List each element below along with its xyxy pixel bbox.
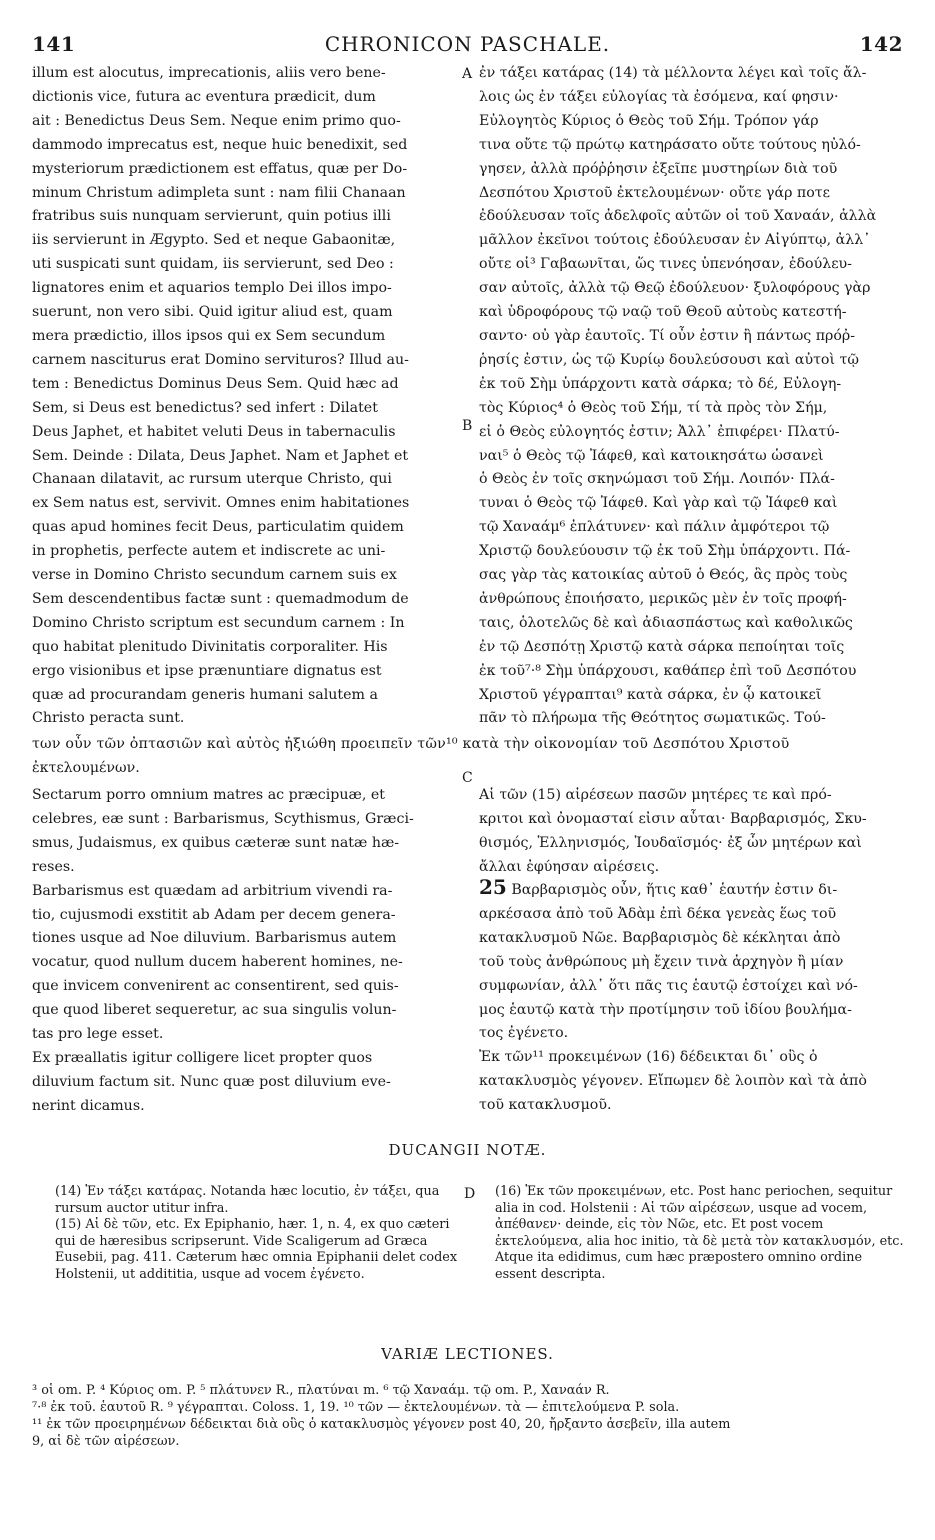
greek-line: κριτοι καὶ ὀνομασταί εἰσιν αὗται· Βαρβαρισμός, Σκυ- xyxy=(479,810,867,827)
greek-line: μᾶλλον ἐκεῖνοι τούτοις ἐδούλευσαν ἐν Αἰγύπτῳ, ἀλλ᾽ xyxy=(479,232,871,249)
greek-line: Ἐκ τῶν¹¹ προκειμένων (16) δέδεικται δι᾽ οὓς ὁ xyxy=(479,1049,818,1066)
latin-line: dictionis vice, futura ac eventura prædicit, dum xyxy=(32,88,376,105)
latin-line: tiones usque ad Noe diluvium. Barbarismus autem xyxy=(32,930,397,947)
greek-paragraph-25 xyxy=(479,876,905,1118)
latin-line: nerint dicamus. xyxy=(32,1097,145,1114)
latin-line: ergo visionibus et ipse prænuntiare dignatus est xyxy=(32,662,382,679)
greek-line: ἐκ τοῦ Σὴμ ὑπάρχοντι κατὰ σάρκα; τὸ δέ, Εὐλογη- xyxy=(479,375,842,392)
greek-line: οὔτε οἱ³ Γαβαωνῖται, ὥς τινες ὑπενόησαν, ἐδούλευ- xyxy=(479,256,852,273)
notes-right xyxy=(495,1184,905,1283)
latin-line: celebres, eæ sunt : Barbarismus, Scythismus, Græci- xyxy=(32,810,414,827)
greek-line: ἄλλαι ἐφύησαν αἱρέσεις. xyxy=(479,858,660,875)
greek-line: κατακλυσμὸς γέγονεν. Εἴπωμεν δὲ λοιπὸν καὶ τὰ ἀπὸ xyxy=(479,1073,867,1090)
latin-line: Deus Japhet, et habitet veluti Deus in tabernaculis xyxy=(32,423,396,440)
greek-line: τυναι ὁ Θεὸς τῷ Ἰάφεθ. Καὶ γὰρ καὶ τῷ Ἰάφεθ καὶ xyxy=(479,495,838,512)
latin-line: quas apud homines fecit Deus, particulatim quidem xyxy=(32,519,404,536)
latin-line: Sem. Deinde : Dilata, Deus Japhet. Nam et Japhet et xyxy=(32,447,409,464)
latin-line: mera prædictio, illos ipsos qui ex Sem secundum xyxy=(32,327,386,344)
greek-25-first-line: Βαρβαρισμὸς οὖν, ἥτις καθ᾽ ἑαυτήν ἐστιν δι- xyxy=(511,882,838,898)
greek-line: ἐκ τοῦ⁷·⁸ Σὴμ ὑπάρχουσι, καθάπερ ἐπὶ τοῦ Δεσπότου xyxy=(479,662,857,679)
greek-line: τῷ Χαναάμ⁶ ἐπλάτυνεν· καὶ πάλιν ἀμφότεροι τῷ xyxy=(479,519,830,536)
greek-line: ναι⁵ ὁ Θεὸς τῷ Ἰάφεθ, καὶ κατοικησάτω ὡσανεὶ xyxy=(479,447,824,464)
latin-line: in prophetis, perfecte autem et indiscrete ac uni- xyxy=(32,543,386,560)
greek-line: Χριστῷ δουλεύουσιν τῷ ἐκ τοῦ Σὴμ ὑπάρχοντι. Πά- xyxy=(479,543,851,560)
full-width-line-end: ἐκτελουμένων. xyxy=(32,760,140,776)
greek-line: ῥησίς ἐστιν, ὡς τῷ Κυρίῳ δουλεύσουσι καὶ αὐτοὶ τῷ xyxy=(479,351,859,368)
latin-line: Chanaan dilatavit, ac rursum uterque Christo, qui xyxy=(32,471,392,488)
greek-line: συμφωνίαν, ἀλλ᾽ ὅτι πᾶς τις ἑαυτῷ ἐστοίχει καὶ νό- xyxy=(479,977,858,994)
latin-line: Sem descendentibus factæ sunt : quemadmodum de xyxy=(32,590,409,607)
latin-line: Barbarismus est quædam ad arbitrium vivendi ra- xyxy=(32,882,393,899)
latin-line: que quod liberet sequeretur, ac sua singulis volun- xyxy=(32,1002,397,1019)
greek-line: ἐν τάξει κατάρας (14) τὰ μέλλοντα λέγει καὶ τοῖς ἄλ- xyxy=(479,65,867,81)
greek-line: Αἱ τῶν (15) αἱρέσεων πασῶν μητέρες τε καὶ πρό- xyxy=(479,787,832,803)
latin-line: Domino Christo scriptum est secundum carnem : In xyxy=(32,614,405,631)
marker-b: B xyxy=(462,418,473,434)
greek-line: λοις ὡς ἐν τάξει εὐλογίας τὰ ἐσόμενα, καί φησιν· xyxy=(479,88,839,105)
latin-line: reses. xyxy=(32,858,75,875)
latin-line: fratribus suis nunquam servierunt, quin potius illi xyxy=(32,208,391,225)
latin-line: carnem nasciturus erat Domino servituros? Illud au- xyxy=(32,351,409,368)
latin-line: uti suspicati sunt quidam, iis servierunt, sed Deo : xyxy=(32,256,394,273)
latin-line: verse in Domino Christo secundum carnem suis ex xyxy=(32,567,397,584)
greek-line: Εὐλογητὸς Κύριος ὁ Θεὸς τοῦ Σήμ. Τρόπον γάρ xyxy=(479,112,819,129)
greek-line: ταις, ὁλοτελῶς δὲ καὶ ἀδιασπάστως καὶ καθολικῶς xyxy=(479,614,853,631)
full-width-line: των οὖν τῶν ὀπτασιῶν καὶ αὐτὸς ἠξιώθη προειπεῖν τῶν¹⁰ κατὰ τὴν οἰκονομίαν τοῦ Δεσπότου Χριστοῦ xyxy=(32,736,790,752)
variae-title: VARIÆ LECTIONES. xyxy=(381,1345,554,1363)
greek-line: σαν αὐτοῖς, ἀλλὰ τῷ Θεῷ ἐδούλευον· ξυλοφόρους γὰρ xyxy=(479,280,871,297)
note-entry: (15) Αἱ δὲ τῶν, etc. Ex Epiphanio, hær. 1, n. 4, ex quo cæteri qui de hæresibus scripserunt. Vide Scaligerum ad Græca Eusebii, pag. 411. Cæterum hæc omnia Epiphanii delet codex Holstenii, ut addititia, usque ad vocem ἐγένετο. xyxy=(55,1217,458,1282)
latin-line: smus, Judaismus, ex quibus cæteræ sunt natæ hæ- xyxy=(32,834,400,851)
greek-line: τοῦ κατακλυσμοῦ. xyxy=(479,1097,612,1114)
latin-line: mysteriorum prædictionem est effatus, quæ per Do- xyxy=(32,160,408,177)
variant-reading: ³ οἱ om. P. ⁴ Κύριος om. P. ⁵ πλάτυνεν R., πλατύναι m. ⁶ τῷ Χαναάμ. τῷ om. P., Χαναάν R. xyxy=(32,1383,610,1398)
latin-line: ait : Benedictus Deus Sem. Neque enim primo quo- xyxy=(32,112,401,129)
greek-line: Χριστοῦ γέγραπται⁹ κατὰ σάρκα, ἐν ᾧ κατοικεῖ xyxy=(479,686,822,703)
latin-line: que invicem convenirent ac consentirent, sed quis- xyxy=(32,978,399,995)
latin-line: tem : Benedictus Dominus Deus Sem. Quid hæc ad xyxy=(32,375,399,392)
latin-line: iis servierunt in Ægypto. Sed et neque Gabaonitæ, xyxy=(32,232,396,249)
greek-line: τινα οὔτε τῷ πρώτῳ κατηράσατο οὔτε τούτους ηὐλό- xyxy=(479,136,861,153)
latin-line: Christo peracta sunt. xyxy=(32,710,185,727)
greek-line: σας γὰρ τὰς κατοικίας αὐτοῦ ὁ Θεός, ἃς πρὸς τοὺς xyxy=(479,567,848,584)
latin-line: ex Sem natus est, servivit. Omnes enim habitationes xyxy=(32,495,410,512)
greek-line: γησεν, ἀλλὰ πρόῤῥησιν ἐξεῖπε μυστηρίων διὰ τοῦ xyxy=(479,160,838,177)
greek-line: Δεσπότου Χριστοῦ ἐκτελουμένων· οὔτε γάρ ποτε xyxy=(479,184,830,201)
note-entry: (14) Ἐν τάξει κατάρας. Notanda hæc locutio, ἐν τάξει, qua rursum auctor utitur infra. xyxy=(55,1184,440,1216)
latin-line: tio, cujusmodi exstitit ab Adam per decem genera- xyxy=(32,906,396,923)
page-number-right: 142 xyxy=(859,32,903,56)
latin-column-1 xyxy=(32,62,457,731)
greek-line: τὸς Κύριος⁴ ὁ Θεὸς τοῦ Σήμ, τί τὰ πρὸς τὸν Σήμ, xyxy=(479,399,828,416)
greek-line: τοῦ τοὺς ἀνθρώπους μὴ ἔχειν τινὰ ἀρχηγὸν ἢ μίαν xyxy=(479,953,844,970)
page-number-left: 141 xyxy=(32,32,76,56)
greek-line: ἀνθρώπους ἐποιήσατο, μερικῶς μὲν ἐν τοῖς προφή- xyxy=(479,590,847,607)
notes-title: DUCANGII NOTÆ. xyxy=(388,1141,547,1159)
greek-line: καὶ ὑδροφόρους τῷ ναῷ τοῦ Θεοῦ αὐτοὺς κατεστή- xyxy=(479,304,847,321)
variant-reading: ⁷·⁸ ἐκ τοῦ. ἑαυτοῦ R. ⁹ γέγραπται. Coloss. 1, 19. ¹⁰ τῶν — ἐκτελουμένων. τὰ — ἐπιτελούμενα P. sola. xyxy=(32,1400,680,1415)
greek-column-1 xyxy=(479,62,905,731)
latin-line: tas pro lege esset. xyxy=(32,1026,164,1043)
latin-line: quo habitat plenitudo Divinitatis corporaliter. His xyxy=(32,638,388,655)
marker-a: A xyxy=(462,66,473,82)
greek-line: ἐδούλευσαν τοῖς ἀδελφοῖς αὐτῶν οἱ τοῦ Χαναάν, ἀλλὰ xyxy=(479,208,877,225)
notes-left xyxy=(55,1184,460,1283)
latin-line: vocatur, quod nullum ducem haberent homines, ne- xyxy=(32,954,403,971)
note-entry: (16) Ἐκ τῶν προκειμένων, etc. Post hanc periochen, sequitur alia in cod. Holstenii : Αἱ τῶν αἱρέσεων, usque ad vocem, ἀπέθανεν· deinde, εἰς τὸν Νῶε, etc. Et post vocem ἐκτελούμενα, alia hoc initio, τὰ δὲ μετὰ τὸν κατακλυσμόν, etc. Atque ita edidimus, cum hæc præpostero omnino ordine essent descripta. xyxy=(495,1184,904,1282)
latin-line: quæ ad procurandam generis humani salutem a xyxy=(32,686,378,703)
greek-line: μος ἑαυτῷ κατὰ τὴν προτίμησιν τοῦ ἰδίου βουλήμα- xyxy=(479,1001,852,1018)
variant-reading: ¹¹ ἐκ τῶν προειρημένων δέδεικται διὰ οὓς ὁ κατακλυσμὸς γέγονεν post 40, 20, ἤρξαντο ἀσεβεῖν, illa autem xyxy=(32,1417,731,1432)
greek-line: σαντο· οὐ γὰρ ἑαυτοῖς. Τί οὖν ἐστιν ἢ πάντως πρόῤ- xyxy=(479,327,856,344)
greek-line: πᾶν τὸ πλήρωμα τῆς Θεότητος σωματικῶς. Τού- xyxy=(479,710,826,727)
latin-line: minum Christum adimpleta sunt : nam filii Chanaan xyxy=(32,184,406,201)
variant-reading: 9, αἱ δὲ τῶν αἱρέσεων. xyxy=(32,1434,180,1449)
latin-line: Sectarum porro omnium matres ac præcipuæ, et xyxy=(32,787,385,803)
marker-d: D xyxy=(464,1186,476,1202)
section-number: 25 xyxy=(479,876,507,899)
marker-c: C xyxy=(462,770,473,786)
latin-line: lignatores enim et aquarios templo Dei illos impo- xyxy=(32,280,392,297)
greek-line: εἰ ὁ Θεὸς εὐλογητός ἐστιν; Ἀλλ᾽ ἐπιφέρει· Πλατύ- xyxy=(479,423,840,440)
latin-line: suerunt, non vero sibi. Quid igitur aliud est, quam xyxy=(32,304,393,321)
greek-line: ἐν τῷ Δεσπότῃ Χριστῷ κατὰ σάρκα πεποίηται τοῖς xyxy=(479,638,845,655)
latin-line: dammodo imprecatus est, neque huic benedixit, sed xyxy=(32,136,408,153)
greek-column-3 xyxy=(479,903,905,1118)
greek-column-2 xyxy=(479,784,905,880)
latin-line: diluvium factum sit. Nunc quæ post diluvium eve- xyxy=(32,1073,391,1090)
greek-line: θισμός, Ἑλληνισμός, Ἰουδαϊσμός· ἐξ ὧν μητέρων καὶ xyxy=(479,834,862,851)
greek-line: αρκέσασα ἀπὸ τοῦ Ἀδὰμ ἐπὶ δέκα γενεὰς ἕως τοῦ xyxy=(479,905,837,922)
running-title: CHRONICON PASCHALE. xyxy=(324,32,611,56)
latin-line: Sem, si Deus est benedictus? sed infert : Dilatet xyxy=(32,399,378,416)
latin-column-2 xyxy=(32,784,457,1119)
latin-line: illum est alocutus, imprecationis, aliis vero bene- xyxy=(32,65,386,81)
latin-line: Ex præallatis igitur colligere licet propter quos xyxy=(32,1049,373,1066)
greek-line: κατακλυσμοῦ Νῶε. Βαρβαρισμὸς δὲ κέκληται ἀπὸ xyxy=(479,929,841,946)
greek-line: τος ἐγένετο. xyxy=(479,1025,569,1042)
variae-lectiones xyxy=(32,1382,907,1450)
greek-line: ὁ Θεὸς ἐν τοῖς σκηνώμασι τοῦ Σήμ. Λοιπόν· Πλά- xyxy=(479,471,835,488)
